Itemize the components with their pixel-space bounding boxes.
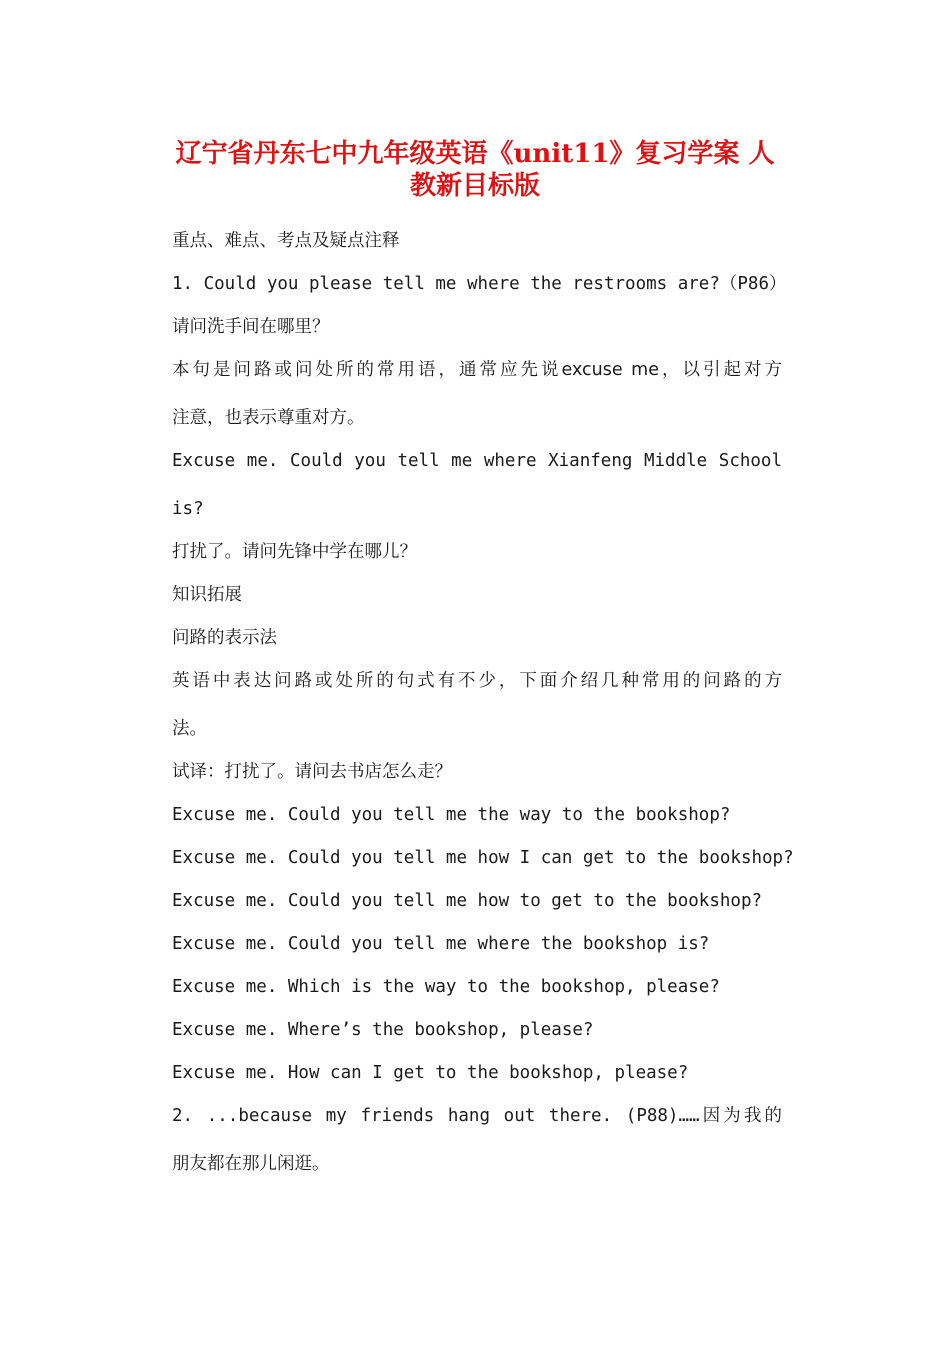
- document-body: [172, 228, 794, 1194]
- way-sentence: Excuse me. How can I get to the bookshop, please?: [172, 1063, 689, 1083]
- example-english: [172, 448, 782, 522]
- way-sentence: Excuse me. Could you tell me how to get to the bookshop?: [172, 891, 763, 911]
- item-2-line-2: 朋友都在那儿闲逛。: [172, 1154, 330, 1174]
- ways-intro: [172, 668, 782, 742]
- ways-intro-line-2: 法。: [172, 719, 207, 739]
- title-line-2: 教新目标版: [409, 171, 540, 201]
- ways-heading: 问路的表示法: [172, 628, 277, 648]
- item-1-sentence: 1. Could you please tell me where the restrooms are?（P86）: [172, 274, 787, 294]
- way-sentence: Excuse me. Which is the way to the bookshop, please?: [172, 977, 720, 997]
- way-sentence: Excuse me. Where’s the bookshop, please?: [172, 1020, 594, 1040]
- example-english-line-2: is?: [172, 499, 204, 519]
- ways-intro-line-1: 英语中表达问路或处所的句式有不少，下面介绍几种常用的问路的方: [172, 671, 782, 691]
- example-chinese: 打扰了。请问先锋中学在哪儿？: [172, 542, 417, 562]
- item-1-explanation-line-1: 本句是问路或问处所的常用语，通常应先说excuse me，以引起对方: [172, 360, 782, 380]
- item-2: [172, 1103, 782, 1177]
- extension-heading: 知识拓展: [172, 585, 242, 605]
- example-english-line-1: Excuse me. Could you tell me where Xianfeng Middle School: [172, 451, 782, 471]
- item-1-explanation: [172, 357, 782, 431]
- document-title: [150, 138, 800, 202]
- notes-heading: 重点、难点、考点及疑点注释: [172, 231, 400, 251]
- way-sentence: Excuse me. Could you tell me where the bookshop is?: [172, 934, 710, 954]
- title-line-1: 辽宁省丹东七中九年级英语《unit11》复习学案 人: [175, 139, 775, 169]
- item-1-translation: 请问洗手间在哪里？: [172, 317, 330, 337]
- item-2-line-1: 2. ...because my friends hang out there. (P88)……因为我的: [172, 1106, 782, 1126]
- try-translate: 试译：打扰了。请问去书店怎么走？: [172, 762, 452, 782]
- item-1-explanation-line-2: 注意，也表示尊重对方。: [172, 408, 365, 428]
- way-sentence: Excuse me. Could you tell me the way to the bookshop?: [172, 805, 731, 825]
- way-sentence: Excuse me. Could you tell me how I can get to the bookshop?: [172, 848, 794, 868]
